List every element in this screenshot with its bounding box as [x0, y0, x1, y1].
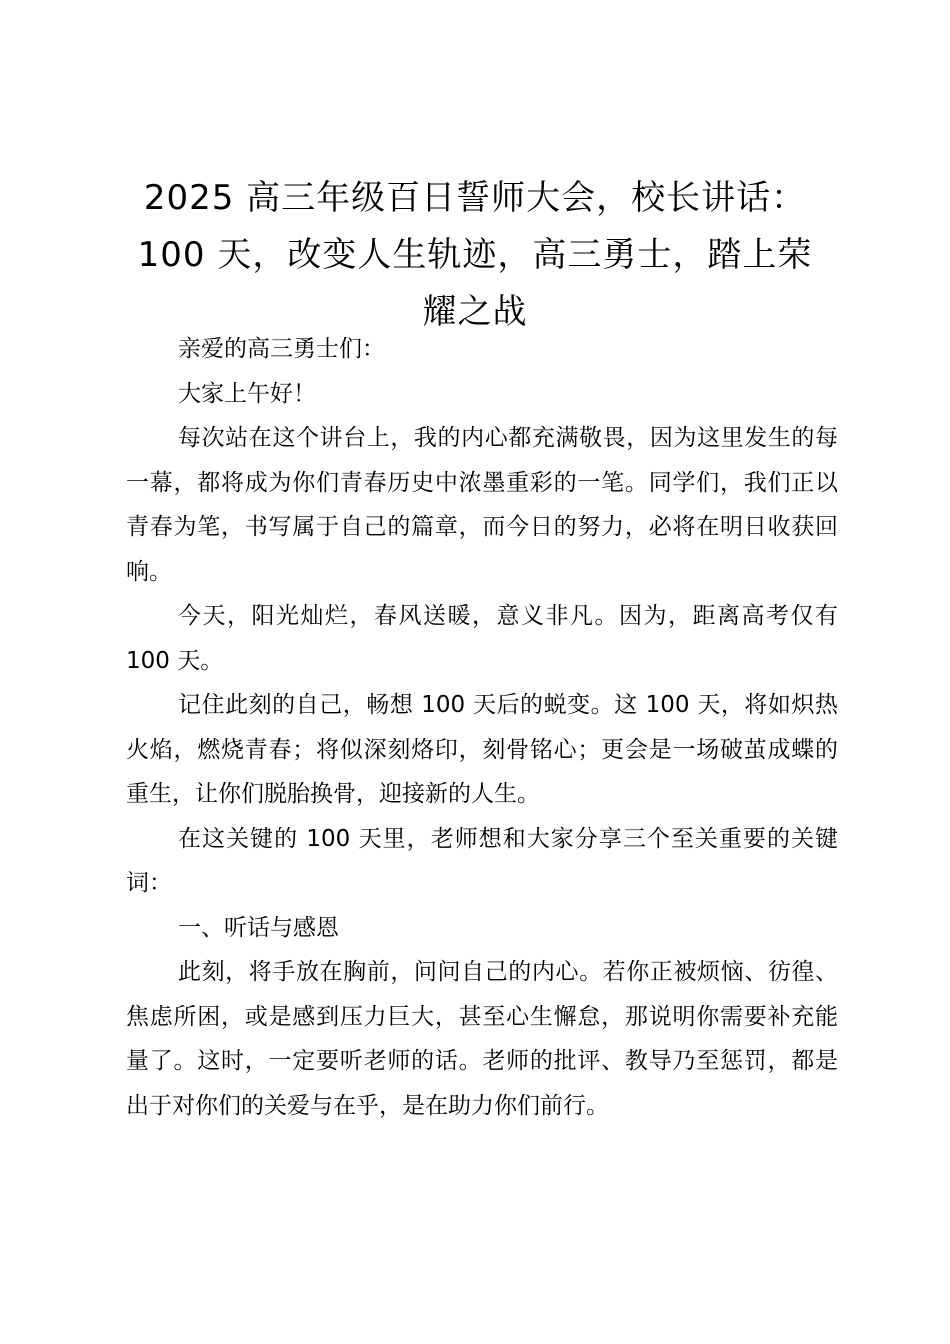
- paragraph: 记住此刻的自己，畅想 100 天后的蜕变。这 100 天，将如炽热火焰，燃烧青春；将似深刻烙印，刻骨铭心；更会是一场破茧成蝶的重生，让你们脱胎换骨，迎接新的人生。: [126, 692, 838, 807]
- paragraph: 此刻，将手放在胸前，问问自己的内心。若你正被烦恼、彷徨、焦虑所困，或是感到压力巨大，甚至心生懈怠，那说明你需要补充能量了。这时，一定要听老师的话。老师的批评、教导乃至惩罚，都是出于对你们的关爱与在乎，是在助力你们前行。: [126, 959, 838, 1119]
- title-line: 2025 高三年级百日誓师大会，校长讲话：: [143, 178, 807, 218]
- document-body: [126, 327, 838, 1128]
- paragraph: 每次站在这个讲台上，我的内心都充满敬畏，因为这里发生的每一幕，都将成为你们青春历史中浓墨重彩的一笔。同学们，我们正以青春为笔，书写属于自己的篇章，而今日的努力，必将在明日收获回响。: [126, 425, 838, 585]
- document-title: [120, 170, 830, 341]
- paragraph: 在这关键的 100 天里，老师想和大家分享三个至关重要的关键词：: [126, 825, 838, 896]
- title-line: 100 天，改变人生轨迹，高三勇士，踏上荣: [137, 235, 813, 275]
- salutation: 亲爱的高三勇士们：: [178, 336, 385, 362]
- greeting: 大家上午好！: [178, 380, 316, 407]
- paragraph: 今天，阳光灿烂，春风送暖，意义非凡。因为，距离高考仅有 100 天。: [126, 603, 838, 674]
- title-line: 耀之战: [422, 292, 528, 332]
- section-heading: 一、听话与感恩: [178, 914, 339, 941]
